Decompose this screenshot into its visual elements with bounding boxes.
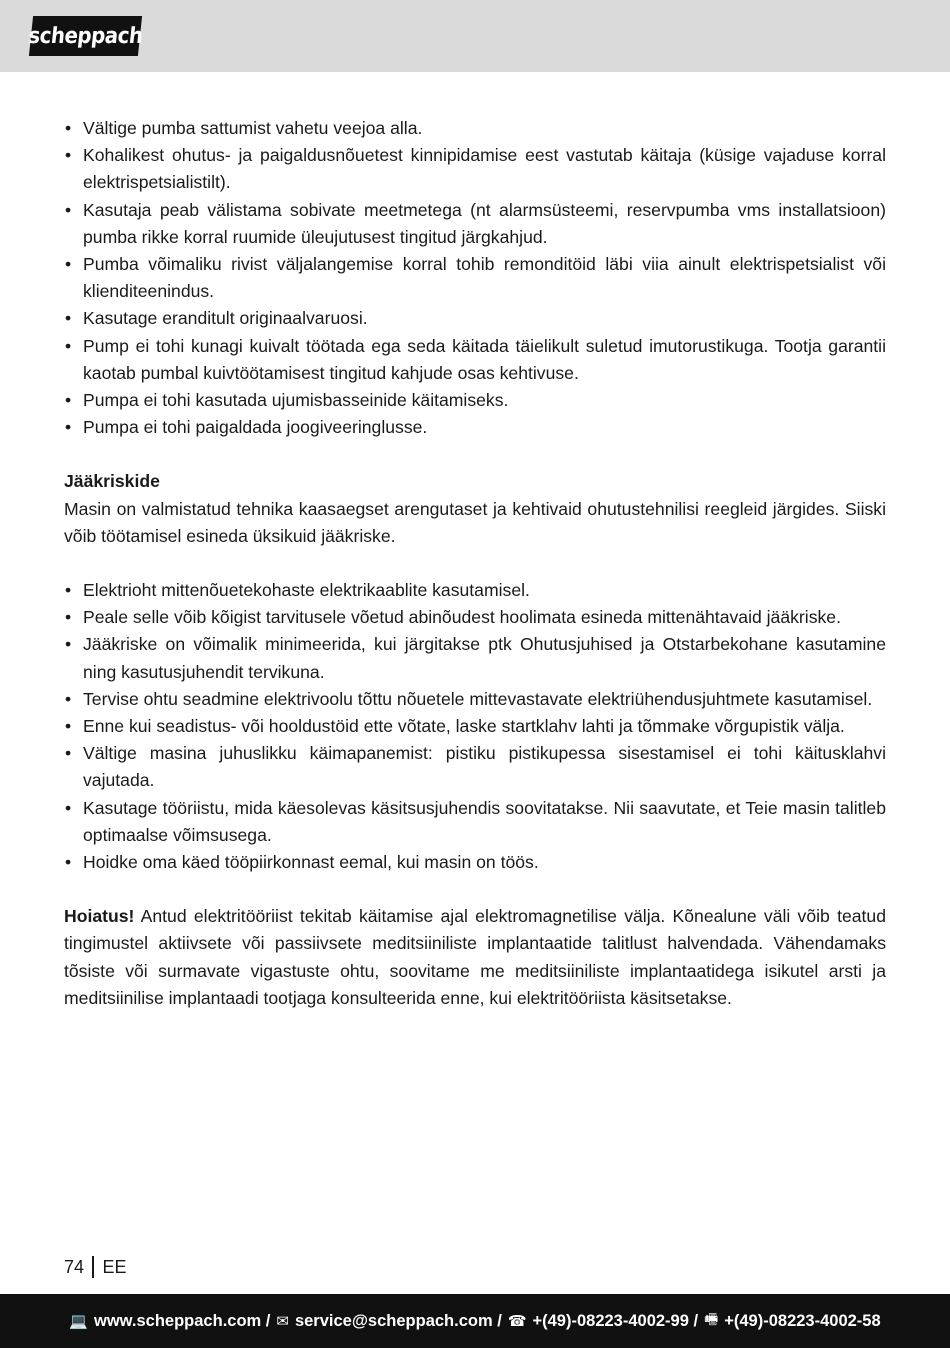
logo-text: scheppach — [27, 23, 144, 49]
list-item: • Pumpa ei tohi paigaldada joogiveeringlusse. — [64, 414, 886, 441]
page-header — [0, 0, 950, 72]
warning-paragraph — [64, 903, 886, 1012]
warning-label: Hoiatus! — [64, 906, 135, 927]
list-item: • Vältige masina juhuslikku käimapanemist: pistiku pistikupessa sisestamisel ei tohi käitusklahvi vajutada. — [64, 740, 886, 794]
page-footer — [0, 1294, 950, 1348]
list-item: • Pump ei tohi kunagi kuivalt töötada ega seda käitada täielikult suletud imutorustikuga. Tootja garantii kaotab pumbal kuivtöötamisest tingitud kahjude osas kehtivuse. — [64, 333, 886, 387]
list-item: • Jääkriske on võimalik minimeerida, kui järgitakse ptk Ohutusjuhised ja Otstarbekohane kasutamine ning kasutusjuhendit tervikuna. — [64, 631, 886, 685]
list-item: • Kohalikest ohutus- ja paigaldusnõuetest kinnipidamise eest vastutab käitaja (küsige vajaduse korral elektrispetsialistilt). — [64, 142, 886, 196]
list-item: • Elektrioht mittenõuetekohaste elektrikaablite kasutamisel. — [64, 577, 886, 604]
list-item: • Peale selle võib kõigist tarvitusele võetud abinõudest hoolimata esineda mittenähtavaid jääkriske. — [64, 604, 886, 631]
page-separator — [92, 1256, 94, 1278]
section-intro: Masin on valmistatud tehnika kaasaegset arengutaset ja kehtivaid ohutustehnilisi reegleid järgides. Siiski võib töötamisel esineda üksikuid jääkriske. — [64, 498, 886, 546]
list-item: • Enne kui seadistus- või hooldustöid ette võtate, laske startklahv lahti ja tõmmake võrgupistik välja. — [64, 713, 886, 740]
email-link[interactable]: service@scheppach.com / — [294, 1311, 502, 1330]
list-item: • Kasutage eranditult originaalvaruosi. — [64, 305, 886, 332]
list-item: • Vältige pumba sattumist vahetu veejoa alla. — [64, 115, 886, 142]
fax-number: +(49)-08223-4002-58 — [724, 1311, 881, 1330]
envelope-icon: ✉ — [276, 1313, 289, 1330]
website-link[interactable]: www.scheppach.com / — [94, 1311, 271, 1330]
page-number — [64, 1256, 127, 1278]
list-item: • Kasutage tööriistu, mida käesolevas käsitsusjuhendis soovitatakse. Nii saavutate, et Teie masin talitleb optimaalse võimsusega. — [64, 795, 886, 849]
warning-text: Antud elektritööriist tekitab käitamise ajal elektromagnetilise välja. Kõnealune väli võib teatud tingimustel aktiivsete või passiivsete meditsiiniliste implantaatide talitlust halvendada. Vähendamaks tõsiste või surmavate vigastuste ohtu, soovitame me meditsiiniliste implantaatidega isikutel arsti ja meditsiinilise implantaadi tootjaga konsulteerida enne, kui elektritööriista käsitsetakse. — [64, 906, 886, 1008]
phone-number: +(49)-08223-4002-99 / — [532, 1311, 699, 1330]
telephone-icon: ☎ — [507, 1313, 527, 1330]
list-item: • Hoidke oma käed tööpiirkonnast eemal, kui masin on töös. — [64, 849, 886, 876]
scheppach-logo — [29, 16, 142, 56]
list-item: • Tervise ohtu seadmine elektrivoolu tõttu nõuetele mittevastavate elektriühendusjuhtmete kasutamisel. — [64, 686, 886, 713]
computer-icon: 💻 — [69, 1313, 89, 1330]
fax-icon: 🖷 — [704, 1310, 719, 1328]
list-item: • Pumpa ei tohi kasutada ujumisbasseinide käitamiseks. — [64, 387, 886, 414]
document-body — [64, 115, 886, 1012]
page-number-value: 74 — [64, 1256, 85, 1277]
language-code: EE — [102, 1256, 127, 1277]
list-item: • Pumba võimaliku rivist väljalangemise korral tohib remonditöid läbi viia ainult elektrispetsialist või klienditeenindus. — [64, 251, 886, 305]
section-heading: Jääkriskide — [64, 471, 160, 492]
safety-list — [64, 115, 886, 441]
residual-risk-list — [64, 577, 886, 876]
list-item: • Kasutaja peab välistama sobivate meetmetega (nt alarmsüsteemi, reservpumba vms installatsioon) pumba rikke korral ruumide üleujutusest tingitud järgkahjud. — [64, 197, 886, 251]
